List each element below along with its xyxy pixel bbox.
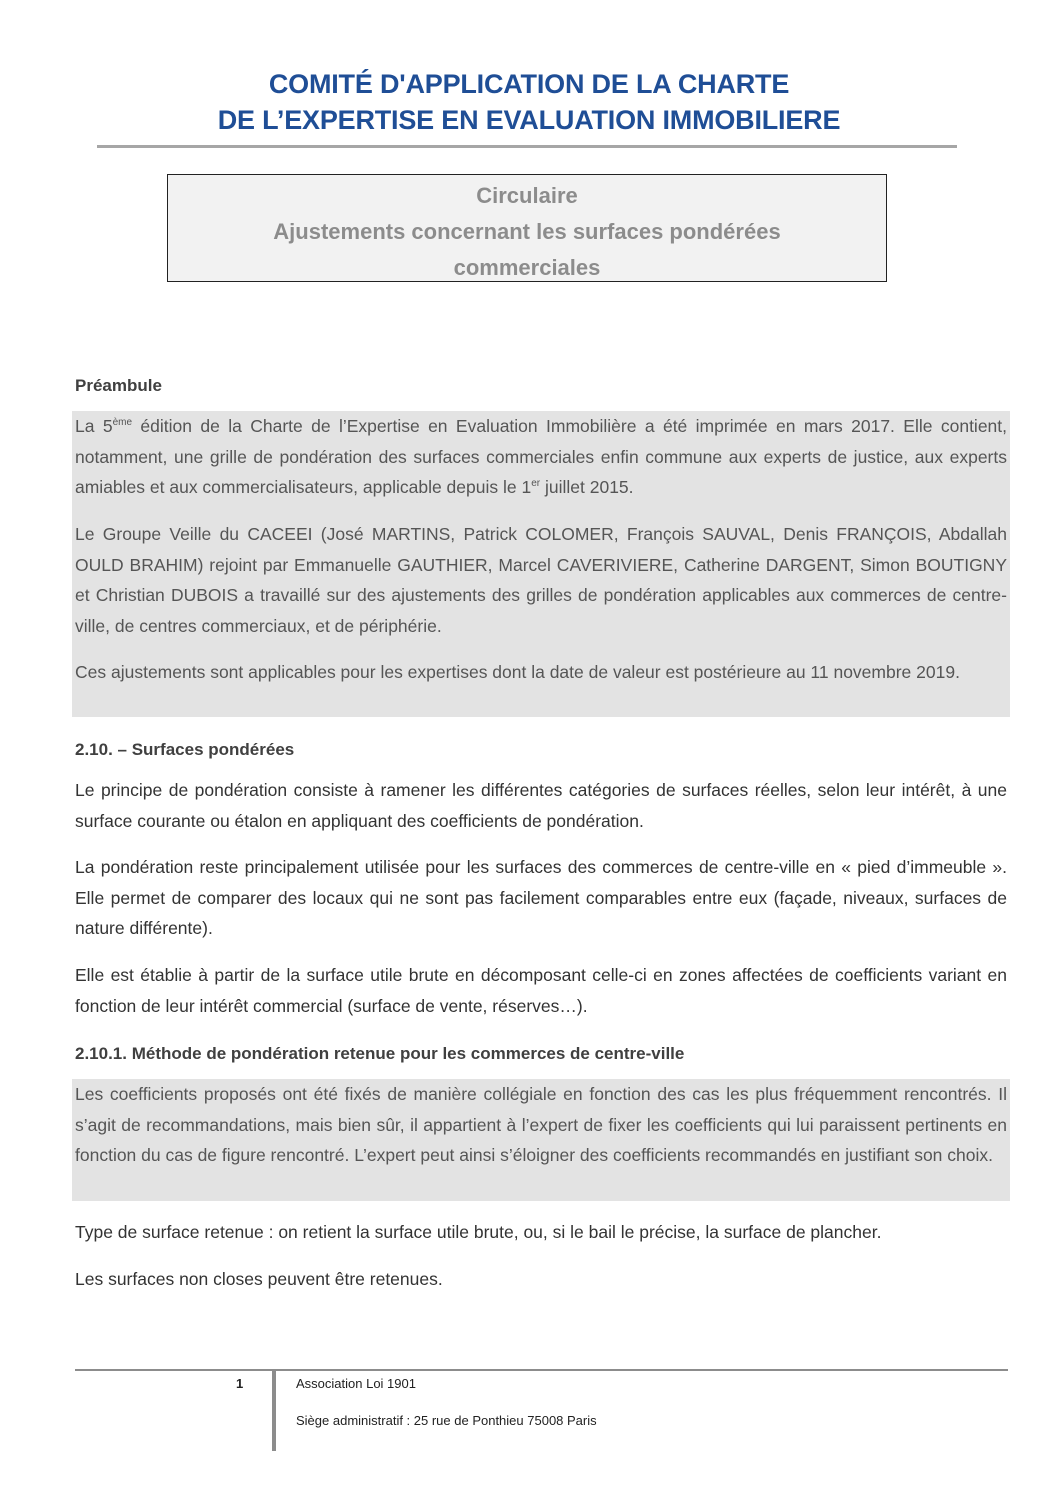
section-2-10-paragraph-3: Elle est établie à partir de la surface utile brute en décomposant celle-ci en zones affectées de coefficients variant en fonction de leur intérêt commercial (surface de vente, réserves…). (75, 965, 1007, 1016)
circular-subject-line-2: commerciales (453, 255, 601, 280)
section-2-10-paragraph-1: Le principe de pondération consiste à ramener les différentes catégories de surfaces réelles, selon leur intérêt, à une surface courante ou étalon en appliquant des coefficients de pondération. (75, 780, 1007, 831)
section-2-10-1-heading: 2.10.1. Méthode de pondération retenue pour les commerces de centre-ville (75, 1044, 685, 1063)
preamble-paragraph-1: La 5ème édition de la Charte de l’Expertise en Evaluation Immobilière a été imprimée en mars 2017. Elle contient, notamment, une grille de pondération des surfaces commerciales enfin commune aux experts de justice, aux experts amiables et aux commercialisateurs, applicable depuis le 1er juillet 2015. (75, 416, 1008, 497)
footer-address: Siège administratif : 25 rue de Ponthieu 75008 Paris (296, 1413, 597, 1428)
section-2-10-heading: 2.10. – Surfaces pondérées (75, 740, 295, 759)
circular-title-box (167, 174, 887, 282)
section-2-10-paragraph-2: La pondération reste principalement utilisée pour les surfaces des commerces de centre-ville en « pied d’immeuble ». Elle permet de comparer des locaux qui ne sont pas facilement comparables entre eux (façade, niveaux, surfaces de nature différente). (75, 857, 1007, 938)
document-title (0, 66, 1058, 138)
preamble-paragraph-3: Ces ajustements sont applicables pour les expertises dont la date de valeur est postérieure au 11 novembre 2019. (75, 662, 960, 682)
circular-label: Circulaire (476, 183, 578, 208)
section-2-10-1-paragraph-2: Type de surface retenue : on retient la surface utile brute, ou, si le bail le précise, la surface de plancher. (75, 1222, 882, 1242)
preamble-heading: Préambule (75, 376, 162, 395)
title-line-1: COMITÉ D'APPLICATION DE LA CHARTE (268, 69, 790, 99)
title-line-2: DE L’EXPERTISE EN EVALUATION IMMOBILIERE (217, 105, 841, 135)
circular-subject-line-1: Ajustements concernant les surfaces pondérées (273, 219, 781, 244)
section-2-10-1-paragraph-3: Les surfaces non closes peuvent être retenues. (75, 1269, 443, 1289)
page-number: 1 (236, 1376, 244, 1391)
header-divider (97, 145, 957, 148)
footer-vertical-divider (272, 1371, 276, 1451)
footer-association: Association Loi 1901 (296, 1376, 416, 1391)
footer-divider (75, 1369, 1008, 1371)
preamble-paragraph-2: Le Groupe Veille du CACEEI (José MARTINS, Patrick COLOMER, François SAUVAL, Denis FRANÇOIS, Abdallah OULD BRAHIM) rejoint par Emmanuelle GAUTHIER, Marcel CAVERIVIERE, Catherine DARGENT, Simon BOUTIGNY et Christian DUBOIS a travaillé sur des ajustements des grilles de pondération applicables aux commerces de centre-ville, de centres commerciaux, et de périphérie. (75, 524, 1007, 636)
section-2-10-1-paragraph-1: Les coefficients proposés ont été fixés de manière collégiale en fonction des cas les plus fréquemment rencontrés. Il s’agit de recommandations, mais bien sûr, il appartient à l’expert de fixer les coefficients qui lui paraissent pertinents en fonction du cas de figure rencontré. L’expert peut ainsi s’éloigner des coefficients recommandés en justifiant son choix. (75, 1084, 1007, 1165)
